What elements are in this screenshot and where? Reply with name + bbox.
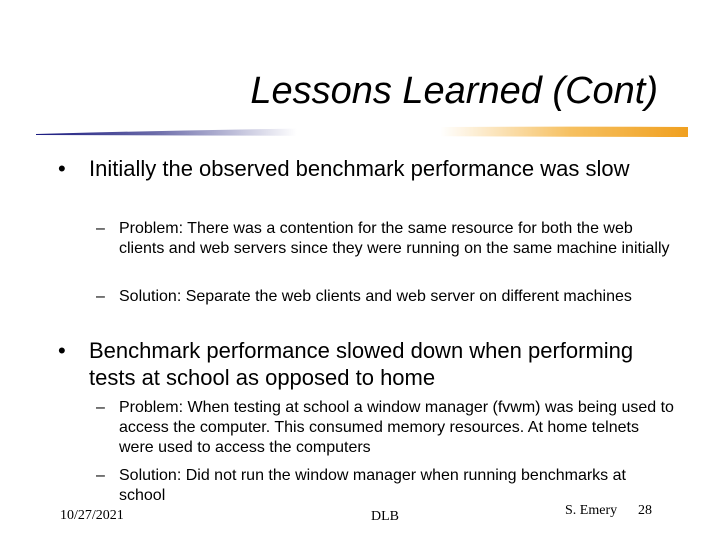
footer-center-label: DLB bbox=[371, 509, 399, 524]
sub-bullet-item bbox=[96, 398, 676, 458]
sub-bullet-glyph: – bbox=[96, 220, 105, 237]
bullet-glyph: • bbox=[58, 338, 66, 363]
bullet-text: Benchmark performance slowed down when performing tests at school as opposed to home bbox=[89, 338, 634, 390]
sub-bullet-item bbox=[96, 466, 676, 506]
page-number: 28 bbox=[638, 503, 652, 518]
sub-bullet-text: Problem: When testing at school a window manager (fvwm) was being used to access the computer. This consumed memory resources. At home telnets were used to access the computers bbox=[119, 399, 674, 456]
sub-bullet-text: Solution: Separate the web clients and web server on different machines bbox=[119, 288, 632, 305]
sub-bullet-glyph: – bbox=[96, 467, 105, 484]
sub-bullet-item bbox=[96, 287, 676, 307]
bullet-item bbox=[58, 337, 658, 391]
sub-bullet-text: Solution: Did not run the window manager when running benchmarks at school bbox=[119, 467, 626, 504]
slide-title: Lessons Learned (Cont) bbox=[250, 70, 658, 112]
sub-bullet-glyph: – bbox=[96, 399, 105, 416]
footer-author: S. Emery bbox=[565, 503, 618, 518]
sub-bullet-text: Problem: There was a contention for the same resource for both the web clients and web servers since they were running on the same machine initially bbox=[119, 220, 670, 257]
sub-bullet-glyph: – bbox=[96, 288, 105, 305]
title-underline-swoosh bbox=[36, 122, 688, 144]
footer-date: 10/27/2021 bbox=[60, 508, 124, 523]
bullet-item bbox=[58, 155, 658, 182]
sub-bullet-item bbox=[96, 219, 676, 259]
bullet-text: Initially the observed benchmark performance was slow bbox=[89, 156, 630, 181]
bullet-glyph: • bbox=[58, 156, 66, 181]
